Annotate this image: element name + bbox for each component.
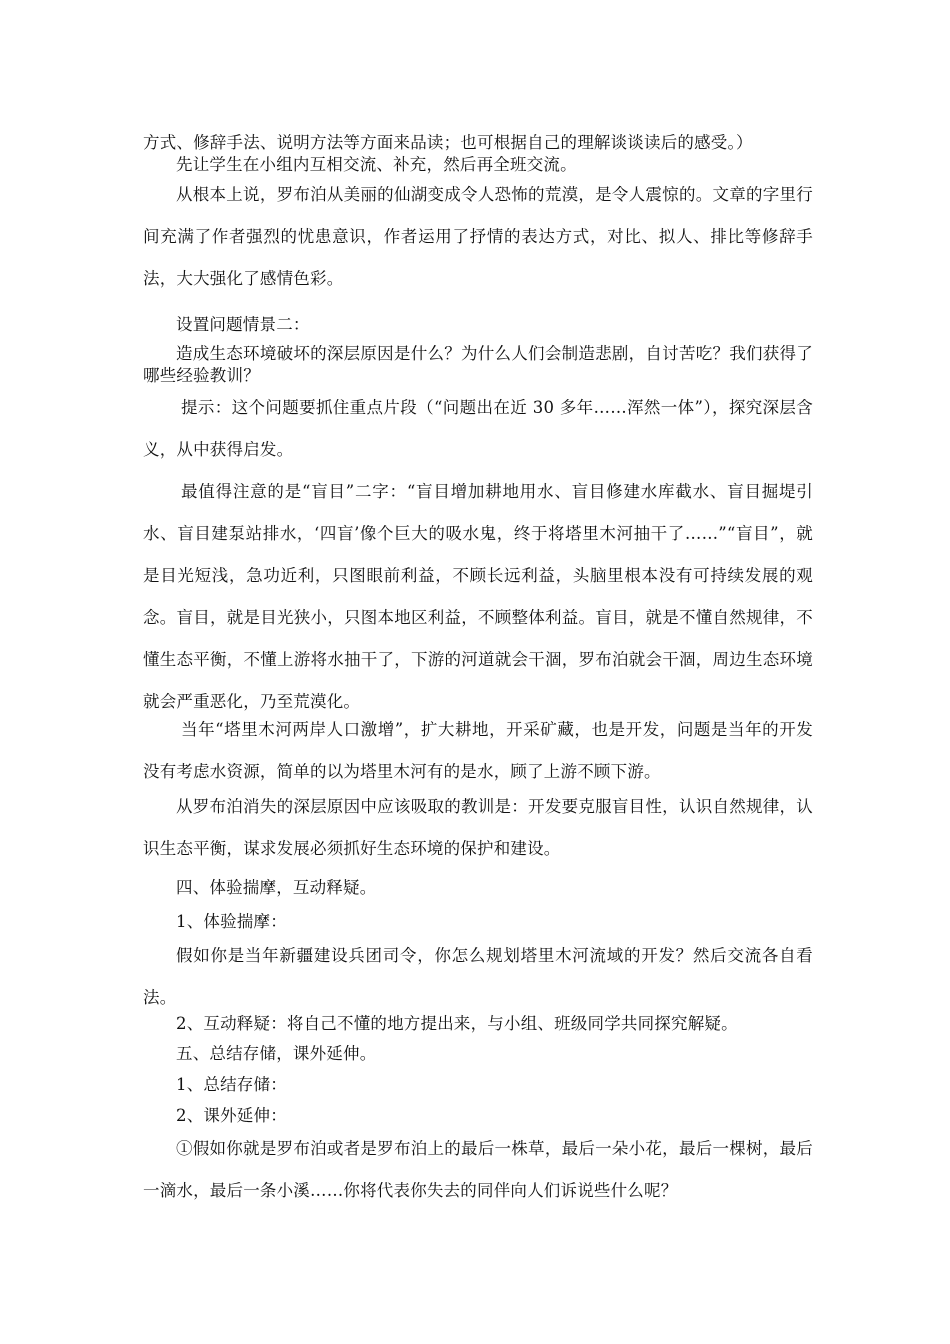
paragraph-hint: 提示：这个问题要抓住重点片段（“问题出在近 30 多年……浑然一体”），探究深层含义，从中获得启发。 (143, 398, 813, 459)
paragraph-interactive: 2、互动释疑：将自己不懂的地方提出来，与小组、班级同学共同探究解疑。 (176, 1014, 738, 1033)
paragraph-lesson: 从罗布泊消失的深层原因中应该吸取的教训是：开发要克服盲目性，认识自然规律，认识生态平衡，谋求发展必须抓好生态环境的保护和建设。 (143, 797, 813, 858)
paragraph-last-grass: ①假如你就是罗布泊或者是罗布泊上的最后一株草，最后一朵小花，最后一棵树，最后一滴水，最后一条小溪……你将代表你失去的同伴向人们诉说些什么呢？ (143, 1139, 813, 1200)
heading-extension: 2、课外延伸： (176, 1106, 287, 1125)
heading-section-four: 四、体验揣摩，互动释疑。 (176, 878, 377, 897)
paragraph-deep-cause-question: 造成生态环境破坏的深层原因是什么？为什么人们会制造悲剧，自讨苦吃？我们获得了哪些经验教训？ (143, 344, 813, 385)
heading-experience: 1、体验揣摩： (176, 912, 287, 931)
heading-section-five: 五、总结存储，课外延伸。 (176, 1044, 377, 1063)
paragraph-group-exchange: 先让学生在小组内互相交流、补充，然后再全班交流。 (176, 155, 577, 174)
paragraph-scenario-two-heading: 设置问题情景二： (176, 315, 310, 334)
paragraph-commander-question: 假如你是当年新疆建设兵团司令，你怎么规划塔里木河流域的开发？然后交流各自看法。 (143, 946, 813, 1007)
paragraph-development: 当年“塔里木河两岸人口激增”，扩大耕地，开采矿藏，也是开发，问题是当年的开发没有考虑水资源，简单的以为塔里木河有的是水，顾了上游不顾下游。 (143, 720, 813, 781)
heading-summary: 1、总结存储： (176, 1075, 287, 1094)
paragraph-fundamental: 从根本上说，罗布泊从美丽的仙湖变成令人恐怖的荒漠，是令人震惊的。文章的字里行间充满了作者强烈的忧患意识，作者运用了抒情的表达方式，对比、拟人、排比等修辞手法，大大强化了感情色彩。 (143, 185, 813, 288)
paragraph-blindness: 最值得注意的是“盲目”二字：“盲目增加耕地用水、盲目修建水库截水、盲目掘堤引水、盲目建泵站排水，‘四盲’像个巨大的吸水鬼，终于将塔里木河抽干了……”“盲目”，就是目光短浅，急功近利，只图眼前利益，不顾长远利益，头脑里根本没有可持续发展的观念。盲目，就是目光狭小，只图本地区利益，不顾整体利益。盲目，就是不懂自然规律，不懂生态平衡，不懂上游将水抽干了，下游的河道就会干涸，罗布泊就会干涸，周边生态环境就会严重恶化，乃至荒漠化。 (143, 482, 813, 711)
paragraph-reading-methods: 方式、修辞手法、说明方法等方面来品读；也可根据自己的理解谈谈读后的感受。） (143, 133, 753, 152)
